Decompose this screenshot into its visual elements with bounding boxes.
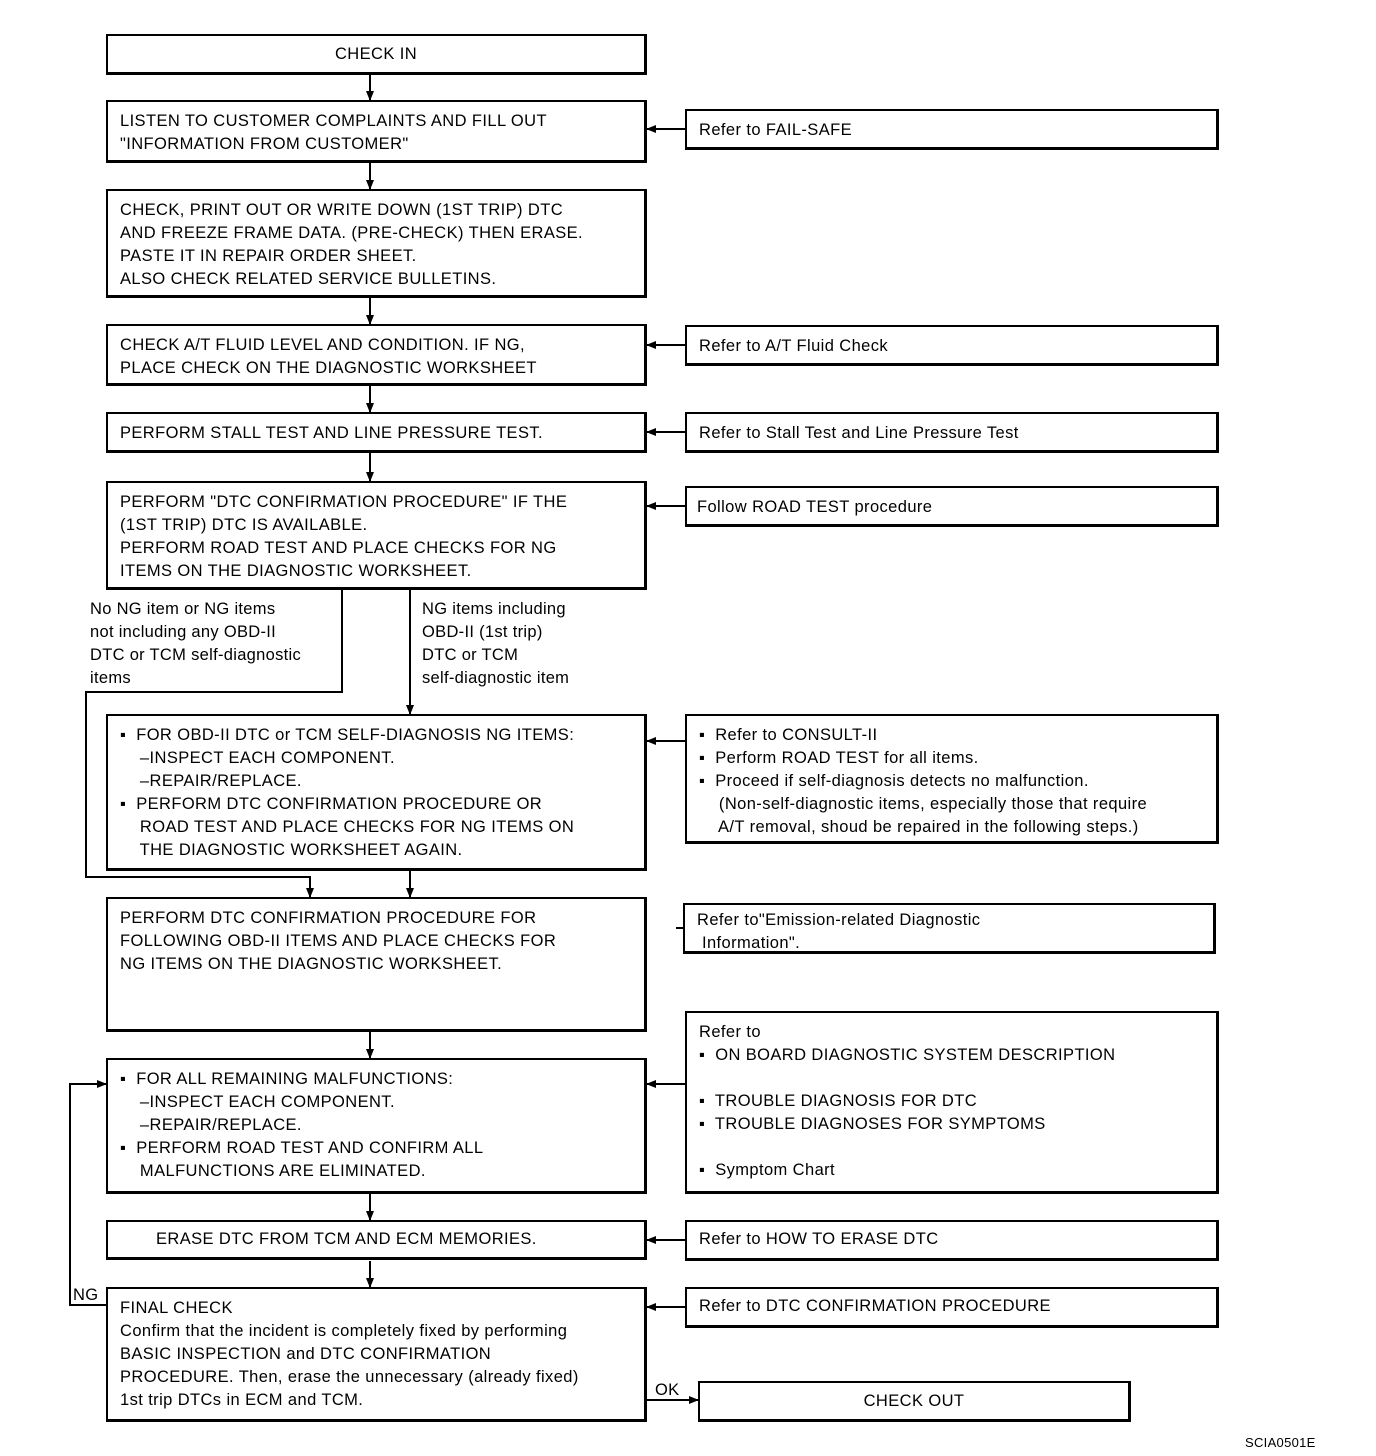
- ref-road-test: [685, 486, 1219, 527]
- text-line: ▪ FOR ALL REMAINING MALFUNCTIONS:: [120, 1070, 454, 1088]
- step-check-in: [106, 34, 647, 75]
- text-line: FOLLOWING OBD-II ITEMS AND PLACE CHECKS FOR: [120, 932, 557, 950]
- ref-consult: [685, 714, 1219, 844]
- text-line: –INSPECT EACH COMPONENT.: [120, 1093, 395, 1111]
- text-line: CHECK, PRINT OUT OR WRITE DOWN (1ST TRIP) DTC: [120, 201, 564, 219]
- ref-stall-test: [685, 412, 1219, 453]
- text-line: (1ST TRIP) DTC IS AVAILABLE.: [120, 516, 368, 534]
- text-line: ▪ Perform ROAD TEST for all items.: [699, 749, 979, 767]
- text-line: –REPAIR/REPLACE.: [120, 1116, 302, 1134]
- text-line: BASIC INSPECTION and DTC CONFIRMATION: [120, 1345, 492, 1363]
- step-check-out: [698, 1381, 1131, 1422]
- text-line: THE DIAGNOSTIC WORKSHEET AGAIN.: [120, 841, 463, 859]
- text-line: AND FREEZE FRAME DATA. (PRE-CHECK) THEN ERASE.: [120, 224, 584, 242]
- text-line: Refer to: [699, 1023, 761, 1041]
- box-text: [120, 334, 632, 380]
- text-line: (Non-self-diagnostic items, especially those that require: [699, 795, 1148, 813]
- step-print-dtc: [106, 189, 647, 298]
- ng-loop-path: [70, 1084, 106, 1305]
- text-line: ITEMS ON THE DIAGNOSTIC WORKSHEET.: [120, 562, 472, 580]
- text-line: Confirm that the incident is completely fixed by performing: [120, 1322, 568, 1340]
- box-text: [864, 1390, 965, 1413]
- ref-fail-safe: [685, 109, 1219, 150]
- step-obd-ng-items: [106, 714, 647, 871]
- text-line: ▪ Proceed if self-diagnosis detects no malfunction.: [699, 772, 1089, 790]
- text-line: ERASE DTC FROM TCM AND ECM MEMORIES.: [156, 1230, 537, 1248]
- box-text: [697, 909, 1201, 955]
- text-line: –REPAIR/REPLACE.: [120, 772, 302, 790]
- box-text: [120, 907, 632, 976]
- ng-label: NG: [73, 1286, 99, 1304]
- box-text: [699, 119, 1204, 142]
- box-text: [699, 335, 1204, 358]
- text-line: FINAL CHECK: [120, 1299, 233, 1317]
- box-text: [120, 110, 632, 156]
- box-text: [335, 43, 417, 66]
- branch-label-ng-items: NG items including OBD-II (1st trip) DTC or TCM self-diagnostic item: [422, 600, 570, 687]
- box-text: [697, 496, 1204, 519]
- text-line: Refer to DTC CONFIRMATION PROCEDURE: [699, 1297, 1051, 1315]
- text-line: PERFORM "DTC CONFIRMATION PROCEDURE" IF THE: [120, 493, 568, 511]
- box-text: [120, 1297, 632, 1412]
- ok-label: OK: [655, 1381, 680, 1399]
- text-line: MALFUNCTIONS ARE ELIMINATED.: [120, 1162, 426, 1180]
- text-line: PLACE CHECK ON THE DIAGNOSTIC WORKSHEET: [120, 359, 537, 377]
- text-line: ▪ ON BOARD DIAGNOSTIC SYSTEM DESCRIPTION: [699, 1046, 1116, 1064]
- ref-emission: [683, 903, 1216, 954]
- text-line: NG ITEMS ON THE DIAGNOSTIC WORKSHEET.: [120, 955, 503, 973]
- box-text: [120, 422, 632, 445]
- text-line: PERFORM DTC CONFIRMATION PROCEDURE FOR: [120, 909, 537, 927]
- text-line: ▪ Symptom Chart: [699, 1161, 836, 1179]
- text-line: Follow ROAD TEST procedure: [697, 498, 933, 516]
- step-fluid-check: [106, 324, 647, 386]
- branch-label-no-ng: No NG item or NG items not including any OBD-II DTC or TCM self-diagnostic items: [90, 600, 302, 687]
- box-text: [120, 199, 632, 291]
- text-line: Refer to"Emission-related Diagnostic: [697, 911, 981, 929]
- step-erase-dtc: [106, 1220, 647, 1260]
- text-line: –INSPECT EACH COMPONENT.: [120, 749, 395, 767]
- text-line: CHECK A/T FLUID LEVEL AND CONDITION. IF NG,: [120, 336, 526, 354]
- box-text: [120, 491, 632, 583]
- step-dtc-confirmation: [106, 481, 647, 590]
- box-text: [156, 1228, 632, 1251]
- text-line: ▪ Refer to CONSULT-II: [699, 726, 878, 744]
- step-stall-test: [106, 412, 647, 453]
- step-remaining-malfunctions: [106, 1058, 647, 1194]
- box-text: [699, 1228, 1204, 1251]
- text-line: ▪ PERFORM ROAD TEST AND CONFIRM ALL: [120, 1139, 484, 1157]
- text-line: CHECK IN: [334, 44, 418, 63]
- text-line: LISTEN TO CUSTOMER COMPLAINTS AND FILL OUT: [120, 112, 547, 130]
- text-line: 1st trip DTCs in ECM and TCM.: [120, 1391, 364, 1409]
- text-line: PERFORM ROAD TEST AND PLACE CHECKS FOR NG: [120, 539, 557, 557]
- text-line: [699, 1136, 1204, 1159]
- step-final-check: [106, 1287, 647, 1422]
- ref-how-to-erase: [685, 1220, 1219, 1261]
- ref-fluid-check: [685, 325, 1219, 366]
- text-line: Refer to HOW TO ERASE DTC: [699, 1230, 939, 1248]
- text-line: ▪ FOR OBD-II DTC or TCM SELF-DIAGNOSIS NG ITEMS:: [120, 726, 575, 744]
- box-text: [699, 422, 1204, 445]
- text-line: PROCEDURE. Then, erase the unnecessary (already fixed): [120, 1368, 579, 1386]
- box-text: [699, 724, 1204, 839]
- text-line: Refer to Stall Test and Line Pressure Test: [699, 424, 1019, 442]
- box-text: [120, 1068, 632, 1183]
- box-text: [699, 1295, 1204, 1318]
- text-line: ▪ PERFORM DTC CONFIRMATION PROCEDURE OR: [120, 795, 543, 813]
- text-line: [699, 1067, 1204, 1090]
- text-line: Information".: [697, 934, 801, 952]
- step-listen-customer: [106, 100, 647, 163]
- text-line: Refer to A/T Fluid Check: [699, 337, 889, 355]
- step-perform-obd-items: [106, 897, 647, 1032]
- ref-diagnosis-list: [685, 1011, 1219, 1194]
- text-line: "INFORMATION FROM CUSTOMER": [120, 135, 409, 153]
- box-text: [699, 1021, 1204, 1182]
- text-line: Refer to FAIL-SAFE: [699, 121, 853, 139]
- text-line: ▪ TROUBLE DIAGNOSIS FOR DTC: [699, 1092, 978, 1110]
- text-line: PERFORM STALL TEST AND LINE PRESSURE TEST.: [120, 424, 543, 442]
- text-line: PASTE IT IN REPAIR ORDER SHEET.: [120, 247, 417, 265]
- figure-code: SCIA0501E: [1245, 1435, 1316, 1450]
- box-text: [120, 724, 632, 862]
- text-line: ALSO CHECK RELATED SERVICE BULLETINS.: [120, 270, 497, 288]
- text-line: A/T removal, shoud be repaired in the following steps.): [699, 818, 1139, 836]
- text-line: ROAD TEST AND PLACE CHECKS FOR NG ITEMS ON: [120, 818, 575, 836]
- ref-dtc-confirmation: [685, 1287, 1219, 1328]
- text-line: ▪ TROUBLE DIAGNOSES FOR SYMPTOMS: [699, 1115, 1046, 1133]
- text-line: CHECK OUT: [863, 1391, 965, 1410]
